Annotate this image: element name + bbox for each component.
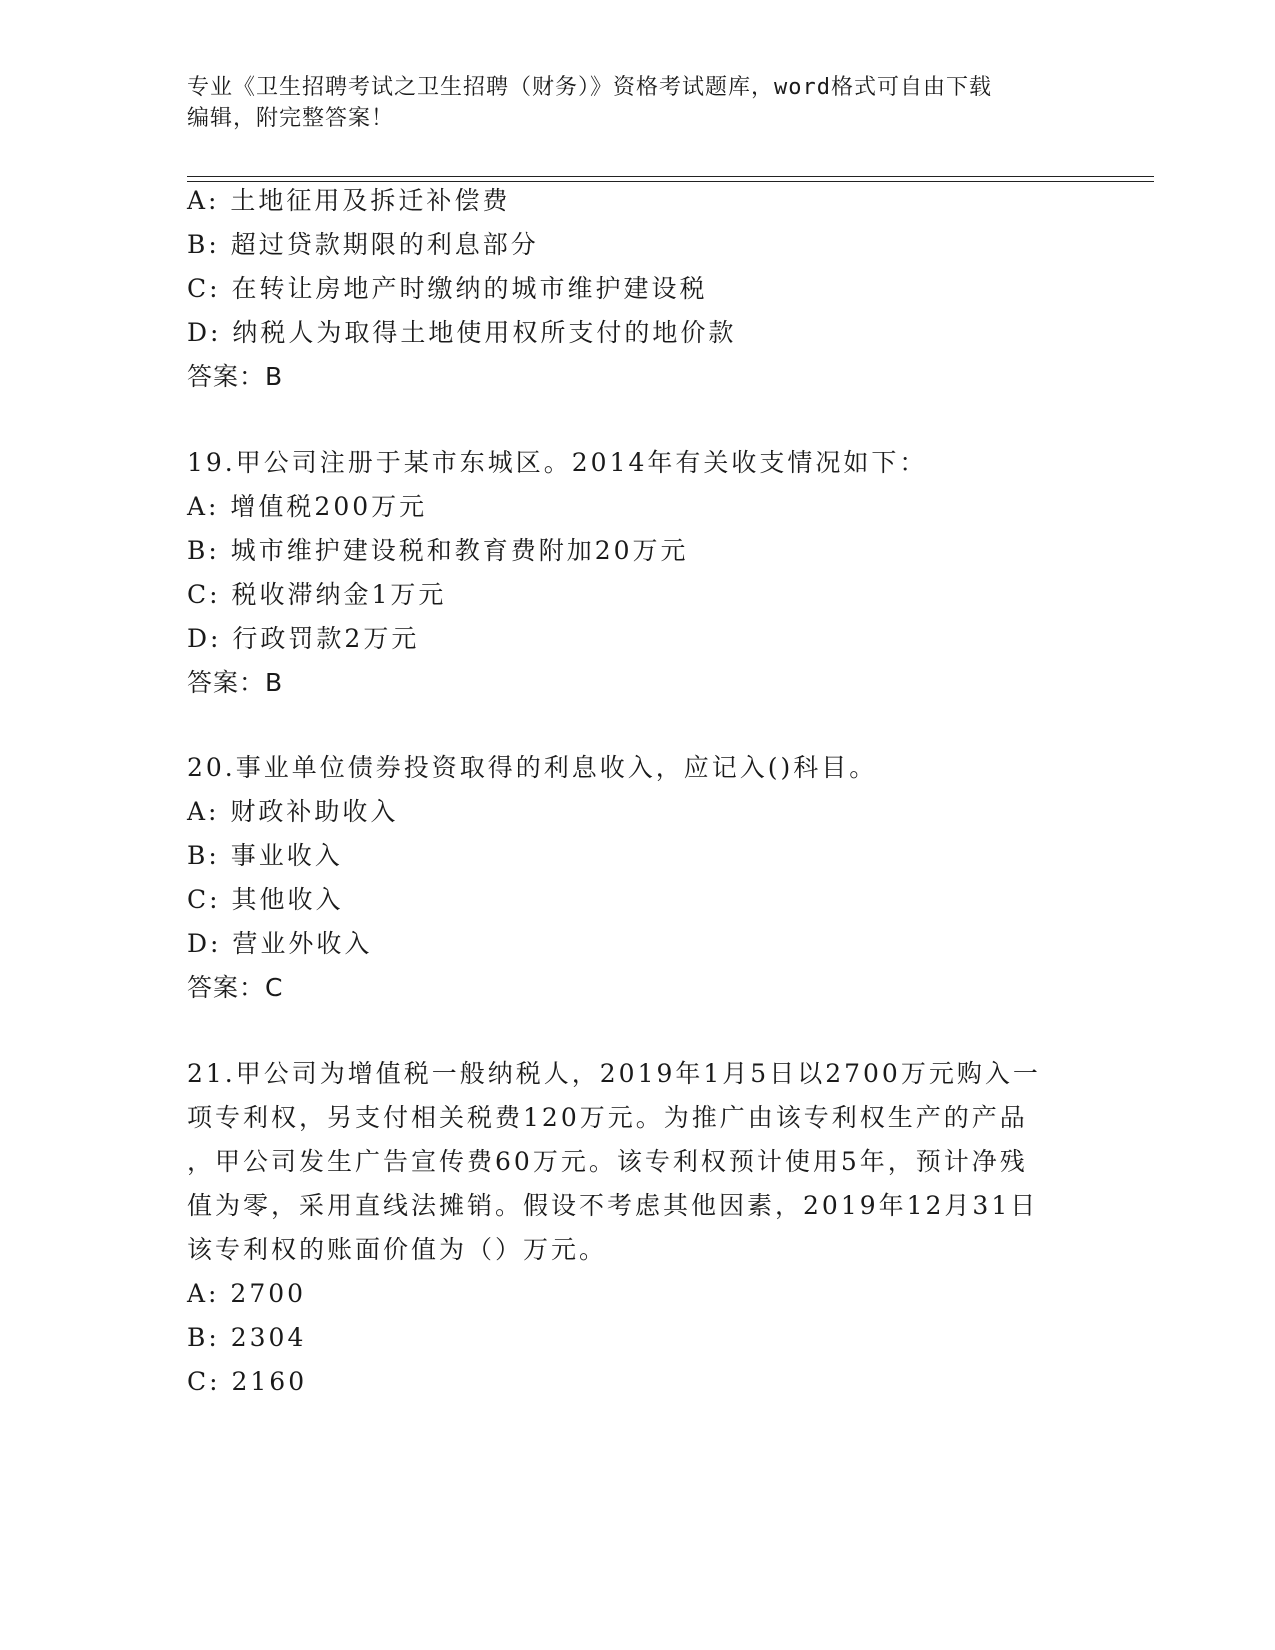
q18-option-a: A: 土地征用及拆迁补偿费 xyxy=(187,186,511,215)
q20-option-c: C: 其他收入 xyxy=(187,885,344,914)
q19-answer: 答案：B xyxy=(187,668,284,697)
header-line-2: 编辑，附完整答案！ xyxy=(187,106,395,131)
q21-option-a: A: 2700 xyxy=(187,1279,307,1308)
q21-option-c: C: 2160 xyxy=(187,1367,308,1396)
document-header xyxy=(187,72,1087,134)
q19-option-d: D: 行政罚款2万元 xyxy=(187,624,420,653)
q18-option-d: D: 纳税人为取得土地使用权所支付的地价款 xyxy=(187,318,737,347)
q20-answer: 答案：C xyxy=(187,973,284,1002)
q21-option-b: B: 2304 xyxy=(187,1323,307,1352)
header-line-1: 专业《卫生招聘考试之卫生招聘（财务）》资格考试题库，word格式可自由下载 xyxy=(187,75,992,100)
q18-option-c: C: 在转让房地产时缴纳的城市维护建设税 xyxy=(187,274,708,303)
q18-option-b: B: 超过贷款期限的利息部分 xyxy=(187,230,539,259)
q21-stem-line-5: 该专利权的账面价值为（）万元。 xyxy=(187,1235,608,1264)
q21-stem-line-1: 21.甲公司为增值税一般纳税人，2019年1月5日以2700万元购入一 xyxy=(187,1059,1041,1088)
q20-option-d: D: 营业外收入 xyxy=(187,929,373,958)
q21-stem-line-2: 项专利权，另支付相关税费120万元。为推广由该专利权生产的产品 xyxy=(187,1103,1028,1132)
header-divider-top xyxy=(187,176,1154,177)
q20-option-a: A: 财政补助收入 xyxy=(187,797,399,826)
q19-stem: 19.甲公司注册于某市东城区。2014年有关收支情况如下： xyxy=(187,448,928,477)
q20-stem: 20.事业单位债券投资取得的利息收入，应记入()科目。 xyxy=(187,753,878,782)
q18-answer: 答案：B xyxy=(187,362,284,391)
q19-option-b: B: 城市维护建设税和教育费附加20万元 xyxy=(187,536,689,565)
q21-stem-line-3: ，甲公司发生广告宣传费60万元。该专利权预计使用5年，预计净残 xyxy=(187,1147,1028,1176)
q19-option-a: A: 增值税200万元 xyxy=(187,492,428,521)
q21-stem-line-4: 值为零，采用直线法摊销。假设不考虑其他因素，2019年12月31日 xyxy=(187,1191,1039,1220)
header-divider-bottom xyxy=(187,181,1154,182)
q20-option-b: B: 事业收入 xyxy=(187,841,343,870)
q19-option-c: C: 税收滞纳金1万元 xyxy=(187,580,447,609)
